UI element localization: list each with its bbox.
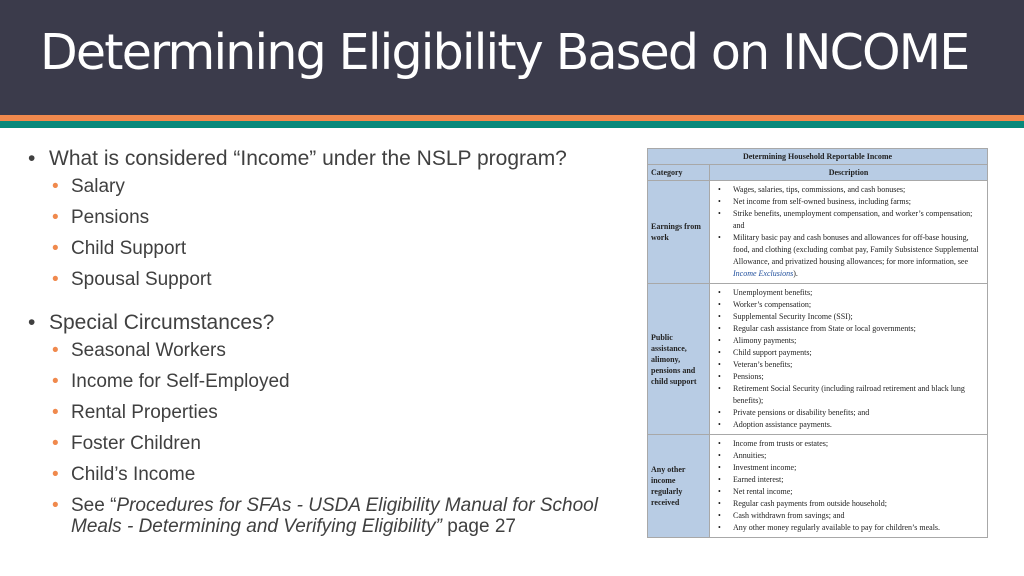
sub-bullet: • Pensions (28, 207, 628, 228)
list-item: • Supplemental Security Income (SSI); (716, 311, 984, 323)
list-item: • Private pensions or disability benefits; and (716, 407, 984, 419)
table-row (648, 181, 988, 284)
description-cell (710, 284, 988, 435)
list-item: • Child support payments; (716, 347, 984, 359)
list-item: • Regular cash assistance from State or local governments; (716, 323, 984, 335)
list-item: • Retirement Social Security (including railroad retirement and black lung benefits); (716, 383, 984, 407)
income-table (647, 148, 988, 538)
sub-bullet: • Child Support (28, 238, 628, 259)
income-exclusions-link[interactable]: Income Exclusions (733, 269, 794, 278)
sub-bullet: • Income for Self-Employed (28, 371, 628, 392)
sub-bullet: • Seasonal Workers (28, 340, 628, 361)
sub-bullet: • Foster Children (28, 433, 628, 454)
list-item: • Net income from self-owned business, including farms; (716, 196, 984, 208)
reference-page: page 27 (442, 516, 516, 537)
list-item: • Worker’s compensation; (716, 299, 984, 311)
list-item: • Investment income; (716, 462, 984, 474)
reference-title: Procedures for SFAs - USDA Eligibility Manual for School Meals - Determining and Verifying Eligibility” (71, 495, 598, 537)
list-item: • Adoption assistance payments. (716, 419, 984, 431)
bullet-special-circumstances: • Special Circumstances? (28, 310, 628, 336)
table-row (648, 435, 988, 538)
bullet-list (28, 146, 628, 547)
item-text: Military basic pay and cash bonuses and allowances for off-base housing, food, and clothing (excluding combat pay, Family Subsistence Supplemental Allowance, and privatized housing allowances; for more information, see (733, 233, 979, 266)
list-item: • Unemployment benefits; (716, 287, 984, 299)
list-item: • Wages, salaries, tips, commissions, and cash bonuses; (716, 184, 984, 196)
column-header-category: Category (648, 165, 710, 181)
sub-bullet-reference (28, 495, 628, 537)
category-cell: Earnings from work (648, 181, 710, 284)
list-item: • Veteran’s benefits; (716, 359, 984, 371)
table-title: Determining Household Reportable Income (648, 149, 988, 165)
list-item: • Annuities; (716, 450, 984, 462)
list-item: • Earned interest; (716, 474, 984, 486)
reference-prefix: See “ (71, 495, 117, 516)
list-item (716, 232, 984, 280)
item-text: ). (793, 269, 798, 278)
sub-bullet: • Salary (28, 176, 628, 197)
list-item: • Alimony payments; (716, 335, 984, 347)
table-row (648, 284, 988, 435)
list-item: • Net rental income; (716, 486, 984, 498)
category-cell: Any other income regularly received (648, 435, 710, 538)
title-bar (0, 0, 1024, 115)
list-item: • Income from trusts or estates; (716, 438, 984, 450)
description-cell (710, 181, 988, 284)
list-item: • Regular cash payments from outside household; (716, 498, 984, 510)
sub-bullet: • Spousal Support (28, 269, 628, 290)
list-item: • Pensions; (716, 371, 984, 383)
column-header-description: Description (710, 165, 988, 181)
sub-bullet: • Rental Properties (28, 402, 628, 423)
sub-bullet: • Child’s Income (28, 464, 628, 485)
category-cell: Public assistance, alimony, pensions and child support (648, 284, 710, 435)
description-cell (710, 435, 988, 538)
teal-divider (0, 121, 1024, 128)
list-item: • Any other money regularly available to pay for children’s meals. (716, 522, 984, 534)
slide-title: Determining Eligibility Based on INCOME (40, 24, 969, 81)
bullet-income-question: • What is considered “Income” under the NSLP program? (28, 146, 628, 172)
list-item: • Cash withdrawn from savings; and (716, 510, 984, 522)
list-item: • Strike benefits, unemployment compensation, and worker’s compensation; and (716, 208, 984, 232)
